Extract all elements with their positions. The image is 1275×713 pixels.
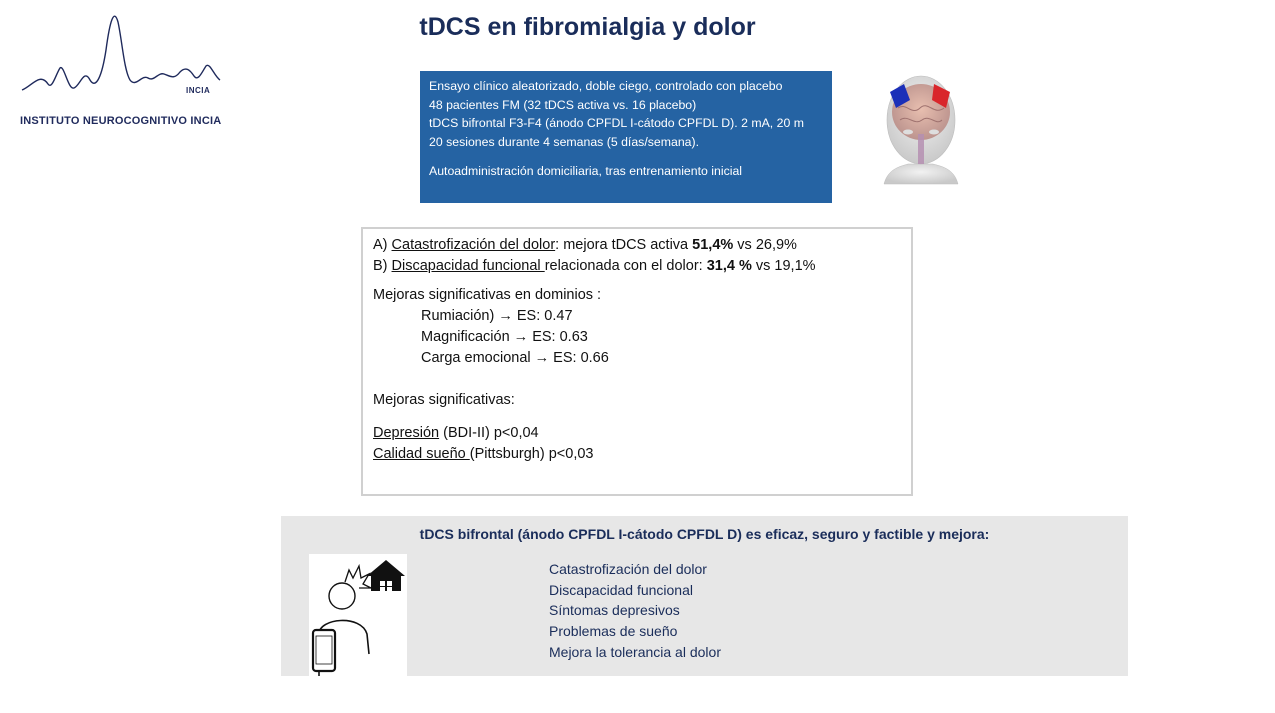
domain-item: Magnificación → ES: 0.63 bbox=[421, 329, 588, 345]
result-sleep: Calidad sueño (Pittsburgh) p<0,03 bbox=[373, 446, 594, 462]
study-line: Autoadministración domiciliaria, tras entrenamiento inicial bbox=[429, 164, 743, 178]
domains-heading: Mejoras significativas en dominios : bbox=[373, 287, 602, 303]
domain-item: Rumiación) → ES: 0.47 bbox=[421, 308, 573, 324]
results-box bbox=[361, 227, 913, 496]
study-line: 20 sesiones durante 4 semanas (5 días/semana). bbox=[429, 134, 700, 149]
slide-title: tDCS en fibromialgia y dolor bbox=[419, 13, 756, 41]
result-catastrophizing: A) Catastrofización del dolor: mejora tDCS activa 51,4% vs 26,9% bbox=[373, 237, 797, 253]
domain-item: Carga emocional → ES: 0.66 bbox=[421, 350, 609, 366]
result-disability: B) Discapacidad funcional relacionada con el dolor: 31,4 % vs 19,1% bbox=[373, 258, 816, 274]
significant-heading: Mejoras significativas: bbox=[373, 392, 515, 408]
study-line: 48 pacientes FM (32 tDCS activa vs. 16 placebo) bbox=[429, 97, 697, 112]
logo-small-text: INCIA bbox=[186, 86, 211, 95]
conclusion-title: tDCS bifrontal (ánodo CPFDL I-cátodo CPFDL D) es eficaz, seguro y factible y mejora: bbox=[419, 526, 990, 542]
benefit-item: Mejora la tolerancia al dolor bbox=[549, 643, 721, 660]
benefits-list bbox=[549, 559, 721, 663]
house-icon bbox=[367, 560, 405, 591]
study-description-box bbox=[420, 71, 832, 203]
conclusion-panel bbox=[281, 516, 1128, 676]
study-line: tDCS bifrontal F3-F4 (ánodo CPFDL I-cátodo CPFDL D). 2 mA, 20 m bbox=[429, 116, 804, 130]
smartphone-icon bbox=[313, 630, 335, 671]
home-treatment-illustration bbox=[309, 554, 407, 676]
benefit-item: Catastrofización del dolor bbox=[549, 561, 707, 577]
brain-head-tdcs-icon bbox=[878, 72, 963, 187]
benefit-item: Discapacidad funcional bbox=[549, 581, 693, 598]
benefit-item: Problemas de sueño bbox=[549, 623, 678, 640]
logo-institution-name: INSTITUTO NEUROCOGNITIVO INCIA bbox=[20, 115, 222, 127]
benefit-item: Síntomas depresivos bbox=[549, 602, 680, 619]
study-line: Ensayo clínico aleatorizado, doble ciego, controlado con placebo bbox=[429, 79, 783, 93]
result-depression: Depresión (BDI-II) p<0,04 bbox=[373, 425, 539, 441]
